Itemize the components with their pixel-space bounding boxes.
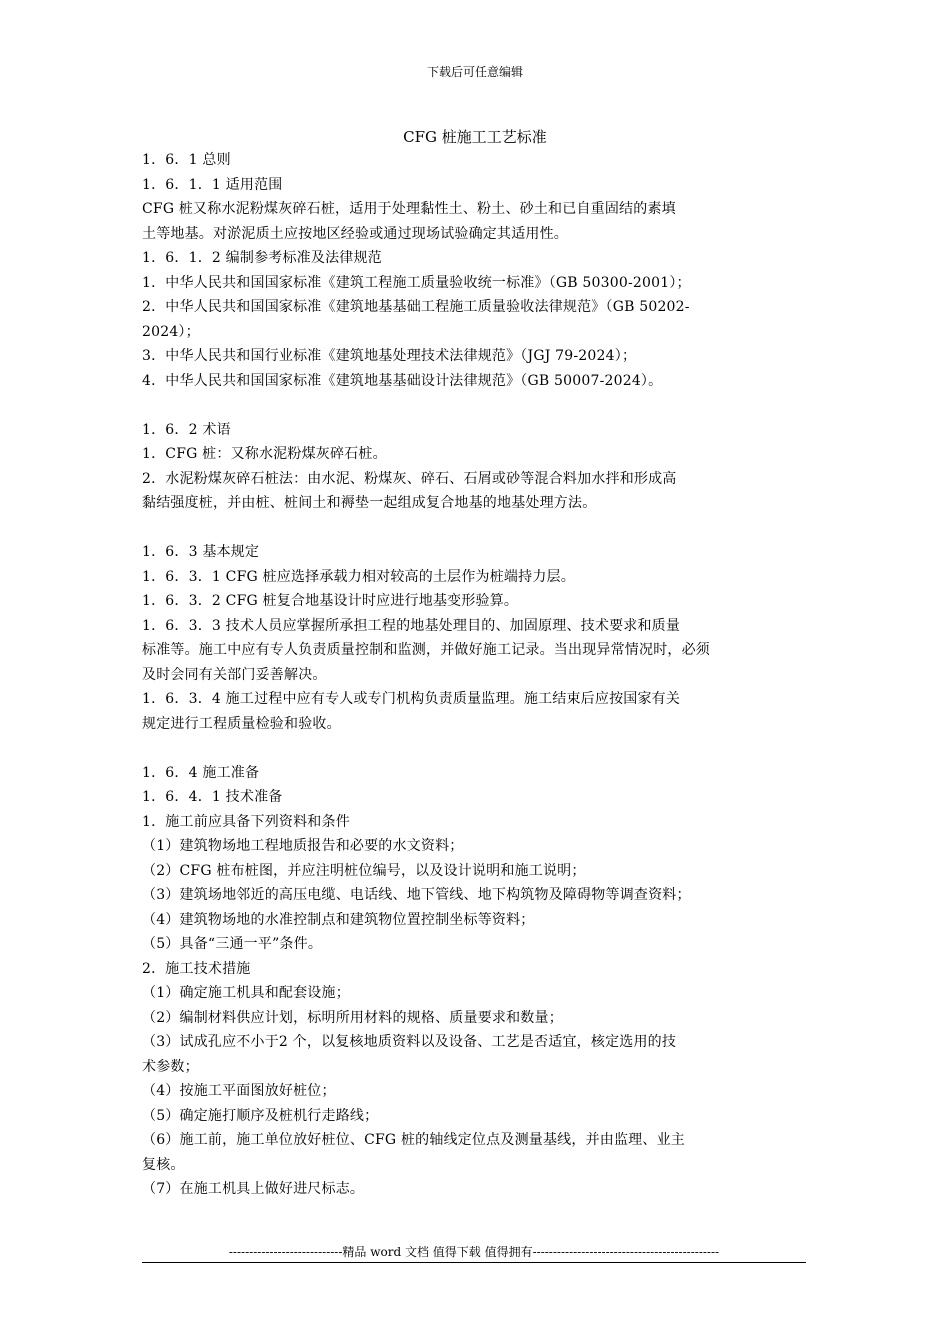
- list-item: 1．CFG 桩：又称水泥粉煤灰碎石桩。: [142, 446, 387, 462]
- sub-list-item: （4）建筑物场地的水准控制点和建筑物位置控制坐标等资料；: [142, 911, 535, 928]
- sub-list-item: （3）试成孔应不小于2 个，以复核地质资料以及设备、工艺是否适宜，核定选用的技: [142, 1034, 677, 1050]
- subsection-heading: 1．6．1．1 适用范围: [142, 176, 283, 193]
- list-item: 1．中华人民共和国国家标准《建筑工程施工质量验收统一标准》（GB 50300-2001）；: [142, 274, 691, 291]
- blank-line: [142, 516, 792, 541]
- clause: 1．6．3．2 CFG 桩复合地基设计时应进行地基变形验算。: [142, 593, 519, 609]
- list-item-continuation: 黏结强度桩，并由桩、桩间土和褥垫一起组成复合地基的地基处理方法。: [142, 495, 597, 511]
- list-item: 4．中华人民共和国国家标准《建筑地基基础设计法律规范》（GB 50007-2024）。: [142, 372, 663, 389]
- footer-divider: [142, 1262, 806, 1263]
- list-item: 2．中华人民共和国国家标准《建筑地基基础工程施工质量验收法律规范》（GB 50202-: [142, 299, 690, 315]
- subsection-heading: 1．6．1．2 编制参考标准及法律规范: [142, 250, 382, 266]
- sub-list-item-continuation: 术参数；: [142, 1058, 199, 1075]
- list-item: 3．中华人民共和国行业标准《建筑地基处理技术法律规范》（JGJ 79-2024）；: [142, 348, 637, 364]
- sub-list-item: （2）CFG 桩布桩图，并应注明桩位编号，以及设计说明和施工说明；: [142, 862, 586, 879]
- clause-continuation: 规定进行工程质量检验和验收。: [142, 715, 341, 732]
- paragraph-line: CFG 桩又称水泥粉煤灰碎石桩，适用于处理黏性土、粉土、砂土和已自重固结的素填: [142, 201, 676, 217]
- section-heading: 1．6．1 总则: [142, 152, 231, 168]
- section-heading: 1．6．2 术语: [142, 421, 231, 438]
- sub-list-item: （2）编制材料供应计划，标明所用材料的规格、质量要求和数量；: [142, 1009, 563, 1026]
- list-item: 2．施工技术措施: [142, 960, 251, 977]
- sub-list-item: （1）建筑物场地工程地质报告和必要的水文资料；: [142, 838, 464, 854]
- sub-list-item: （7）在施工机具上做好进尺标志。: [142, 1181, 365, 1197]
- subsection-heading: 1．6．4．1 技术准备: [142, 789, 283, 805]
- list-item: 1．施工前应具备下列资料和条件: [142, 813, 350, 830]
- clause-continuation: 及时会同有关部门妥善解决。: [142, 666, 327, 683]
- sub-list-item: （3）建筑场地邻近的高压电缆、电话线、地下管线、地下构筑物及障碍物等调查资料；: [142, 887, 691, 903]
- paragraph-line: 土等地基。对淤泥质土应按地区经验或通过现场试验确定其适用性。: [142, 225, 568, 242]
- section-heading: 1．6．3 基本规定: [142, 544, 260, 560]
- document-title: CFG 桩施工工艺标准: [403, 128, 547, 146]
- clause-continuation: 标准等。施工中应有专人负责质量控制和监测，并做好施工记录。当出现异常情况时，必须: [142, 642, 710, 658]
- sub-list-item: （5）具备“三通一平”条件。: [142, 936, 323, 952]
- page-header: 下载后可任意编辑: [426, 65, 523, 79]
- page-footer: ----------------------------精品 word 文档 值得下载 值得拥有----------------------------------------------: [228, 1245, 720, 1259]
- list-item-continuation: 2024）；: [142, 323, 200, 340]
- section-heading: 1．6．4 施工准备: [142, 764, 260, 781]
- sub-list-item-continuation: 复核。: [142, 1156, 185, 1173]
- sub-list-item: （6）施工前，施工单位放好桩位、CFG 桩的轴线定位点及测量基线，并由监理、业主: [142, 1132, 685, 1148]
- document-body: [142, 148, 792, 1202]
- list-item: 2．水泥粉煤灰碎石桩法：由水泥、粉煤灰、碎石、石屑或砂等混合料加水拌和形成高: [142, 470, 677, 487]
- sub-list-item: （4）按施工平面图放好桩位；: [142, 1083, 336, 1099]
- sub-list-item: （5）确定施打顺序及桩机行走路线；: [142, 1107, 379, 1124]
- sub-list-item: （1）确定施工机具和配套设施；: [142, 985, 350, 1001]
- blank-line: [142, 393, 792, 418]
- clause: 1．6．3．4 施工过程中应有专人或专门机构负责质量监理。施工结束后应按国家有关: [142, 691, 681, 707]
- blank-line: [142, 736, 792, 761]
- clause: 1．6．3．3 技术人员应掌握所承担工程的地基处理目的、加固原理、技术要求和质量: [142, 617, 681, 634]
- clause: 1．6．3．1 CFG 桩应选择承载力相对较高的土层作为桩端持力层。: [142, 568, 575, 585]
